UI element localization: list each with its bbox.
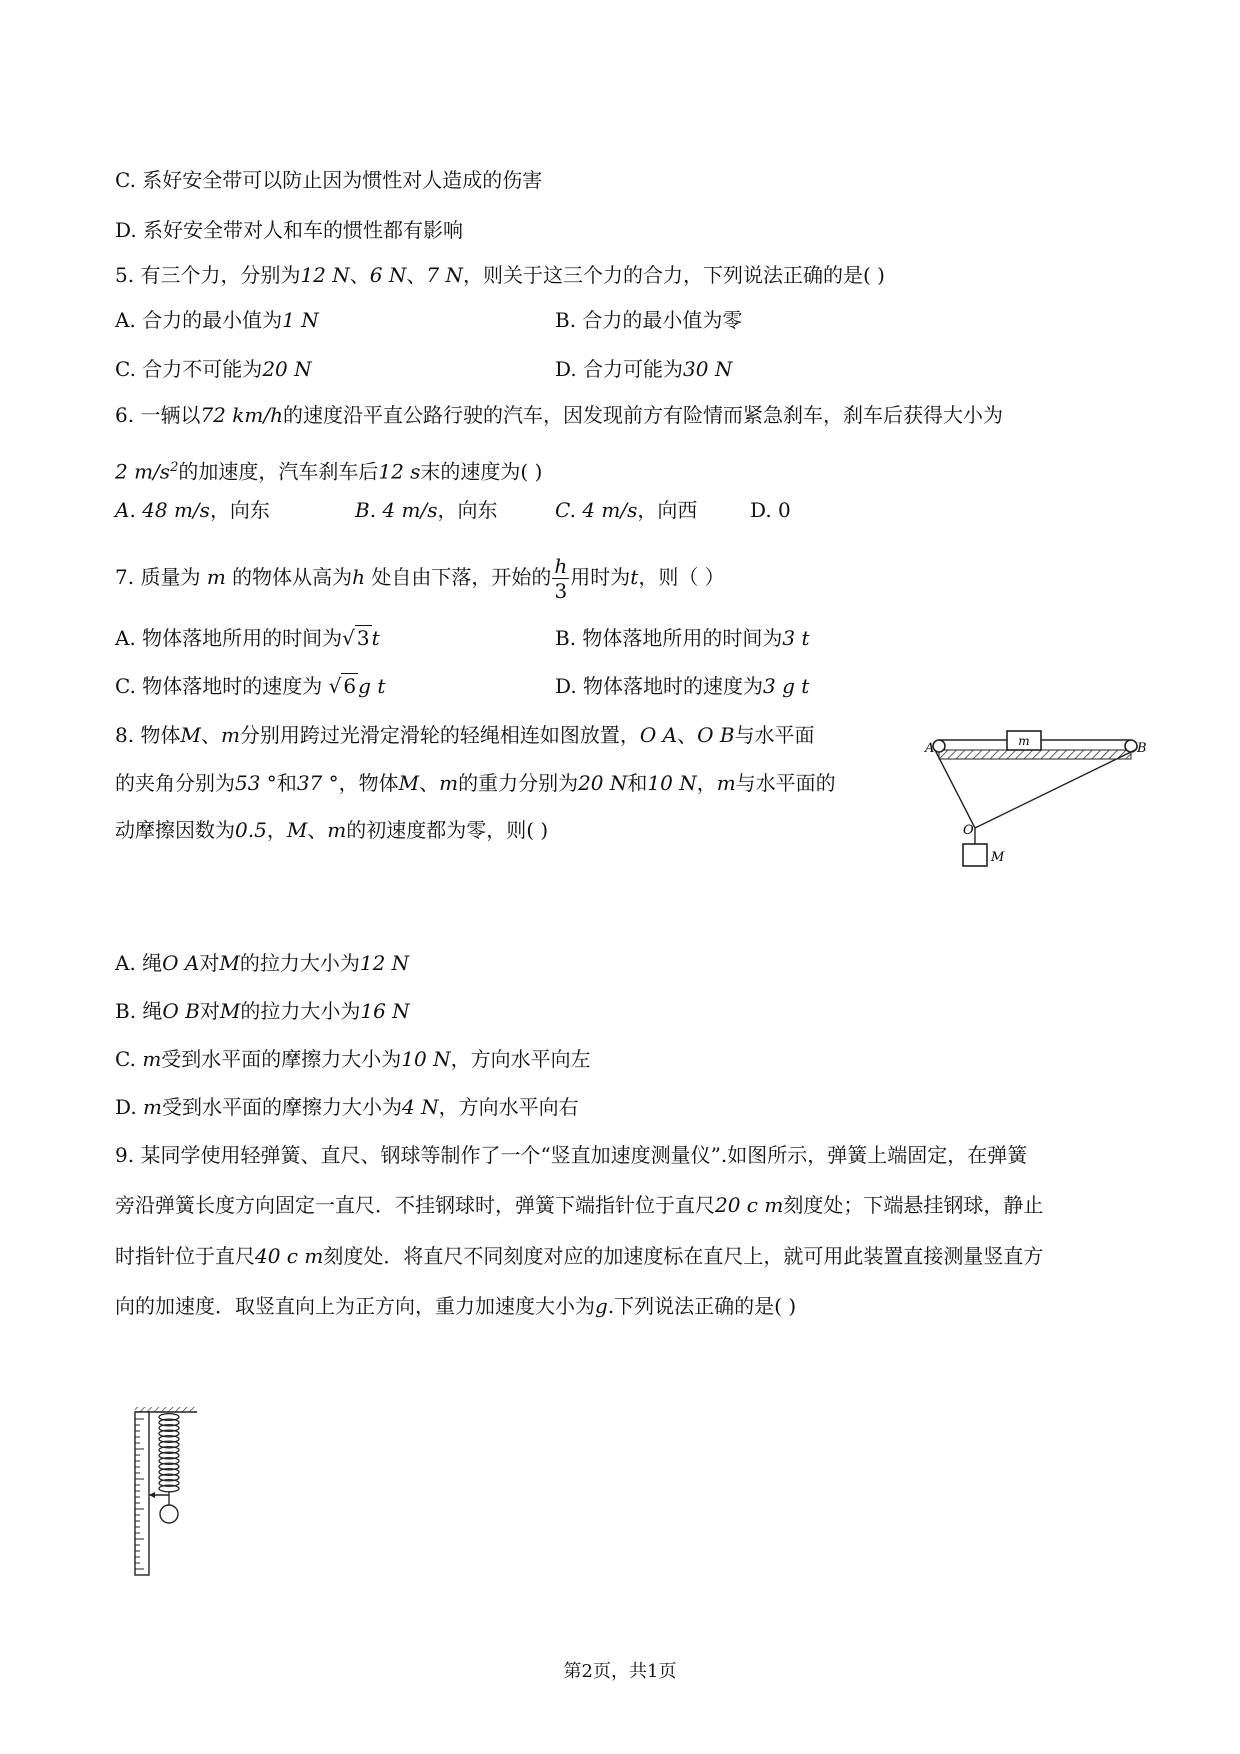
q9-stem-line3: 时指针位于直尺40 c m刻度处．将直尺不同刻度对应的加速度标在直尺上，就可用此装置直接测量竖直方 <box>115 1244 1044 1268</box>
page-footer: 第2页，共1页 <box>563 1661 677 1682</box>
q6-stem-line1: 6. 一辆以72 km/h的速度沿平直公路行驶的汽车，因发现前方有险情而紧急刹车，刹车后获得大小为 <box>115 403 1003 427</box>
q8-stem-line1: 8. 物体M、m分别用跨过光滑定滑轮的轻绳相连如图放置，O A、O B与水平面 <box>115 723 815 747</box>
spring-icon <box>159 1414 179 1492</box>
label-b: B <box>1137 741 1147 756</box>
ceiling-support <box>135 1407 197 1412</box>
q6-option-b: B. 4 m/s，向东 <box>355 498 498 522</box>
q9-stem-line1: 9. 某同学使用轻弹簧、直尺、钢球等制作了一个“竖直加速度测量仪”.如图所示，弹簧上端固定，在弹簧 <box>115 1143 1028 1167</box>
q8-option-b: B. 绳O B对M的拉力大小为16 N <box>115 999 410 1023</box>
pulley-b-icon <box>1125 740 1137 752</box>
q5-option-d: D. 合力可能为30 N <box>555 357 733 381</box>
q7-option-c: C. 物体落地时的速度为 √ 6 g t <box>115 674 386 698</box>
sqrt-symbol: √ 3 <box>342 626 370 650</box>
steel-ball-icon <box>160 1505 178 1523</box>
q7-option-a: A. 物体落地所用的时间为√ 3 t <box>115 626 380 650</box>
q6-stem-line2: 2 $m/s^2$的加速度，汽车刹车后12 s末的速度为( ) <box>115 459 543 484</box>
sqrt-symbol: √ 6 <box>328 674 357 698</box>
q4-option-c: C. 系好安全带可以防止因为惯性对人造成的伤害 <box>115 168 543 192</box>
table-surface <box>939 750 1131 759</box>
q7-option-d: D. 物体落地时的速度为3 g t <box>555 674 810 698</box>
q5-option-b: B. 合力的最小值为零 <box>555 308 743 332</box>
h-over-3-fraction: $\frac{h}{3}$ <box>554 554 568 603</box>
block-m-label: m <box>1018 734 1030 748</box>
q7-option-b: B. 物体落地所用的时间为3 t <box>555 626 810 650</box>
q5-stem: 5. 有三个力，分别为12 N、6 N、7 N，则关于这三个力的合力，下列说法正确的是( ) <box>115 263 885 287</box>
q9-stem-line4: 向的加速度．取竖直向上为正方向，重力加速度大小为g.下列说法正确的是( ) <box>115 1294 797 1318</box>
q8-option-a: A. 绳O A对M的拉力大小为12 N <box>115 951 410 975</box>
q6-option-c: C. 4 m/s，向西 <box>555 498 698 522</box>
label-a: A <box>925 741 935 756</box>
q8-stem-line2: 的夹角分别为53 °和37 °，物体M、m的重力分别为20 N和10 N，m与水平面的 <box>115 771 836 795</box>
label-o: O <box>963 823 974 838</box>
q8-stem-line3: 动摩擦因数为0.5，M、m的初速度都为零，则( ) <box>115 818 549 842</box>
label-m-big: M <box>991 850 1005 865</box>
q5-option-a: A. 合力的最小值为1 N <box>115 308 319 332</box>
q6-option-a: A. 48 m/s，向东 <box>115 498 270 522</box>
rope-ob <box>975 750 1135 828</box>
q6-option-d: D. 0 <box>750 498 791 522</box>
rope-oa <box>935 750 975 828</box>
q8-option-d: D. m受到水平面的摩擦力大小为4 N，方向水平向右 <box>115 1095 579 1119</box>
q4-option-d: D. 系好安全带对人和车的惯性都有影响 <box>115 218 464 242</box>
q7-stem: 7. 质量为 m 的物体从高为h 处自由下落，开始的 $\frac{h}{3}$ 用时为t，则（ ） <box>115 554 725 603</box>
q8-option-c: C. m受到水平面的摩擦力大小为10 N，方向水平向左 <box>115 1047 591 1071</box>
q9-stem-line2: 旁沿弹簧长度方向固定一直尺．不挂钢球时，弹簧下端指针位于直尺20 c m刻度处；下端悬挂钢球，静止 <box>115 1193 1044 1217</box>
q9-spring-ruler-figure <box>125 1405 205 1580</box>
q8-pulley-figure <box>925 730 1145 880</box>
block-big-m <box>963 844 987 866</box>
q5-option-c: C. 合力不可能为20 N <box>115 357 312 381</box>
